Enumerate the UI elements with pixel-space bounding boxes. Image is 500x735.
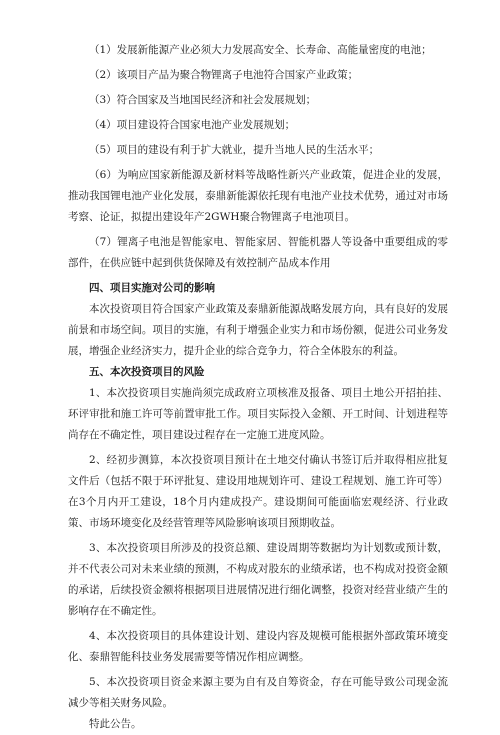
section-4-heading: 四、项目实施对公司的影响 [89, 282, 215, 294]
closing-statement: 特此公告。 [89, 718, 142, 730]
list-item-7: （7）锂离子电池是智能家电、智能家居、智能机器人等设备中重要组成的零部件，在供应链中起到供货保障及有效控制产品成本作用 [68, 236, 448, 269]
list-item-2: （2）该项目产品为聚合物锂离子电池符合国家产业政策； [89, 69, 359, 81]
risk-paragraph-1: 1、本次投资项目实施尚须完成政府立项核准及报备、项目土地公开招拍挂、环评审批和施工许可等前置审批工作。项目实际投入金额、开工时间、计划进程等尚存在不确定性，项目建设过程存在一定施工进度风险。 [68, 387, 448, 441]
section-4-body: 本次投资项目符合国家产业政策及泰鼎新能源战略发展方向，具有良好的发展前景和市场空间。项目的实施，有利于增强企业实力和市场份额，促进公司业务发展，增强企业经济实力，提升企业的综合竞争力，符合全体股东的利益。 [68, 303, 448, 357]
section-5-heading: 五、本次投资项目的风险 [89, 366, 205, 378]
list-item-6: （6）为响应国家新能源及新材料等战略性新兴产业政策，促进企业的发展，推动我国锂电池产业化发展，泰鼎新能源依托现有电池产业技术优势，通过对市场考察、论证，拟提出建设年产2GWH聚合物锂离子电池项目。 [68, 169, 448, 223]
list-item-5: （5）项目的建设有利于扩大就业，提升当地人民的生活水平； [89, 144, 380, 156]
list-item-3: （3）符合国家及当地国民经济和社会发展规划； [89, 94, 317, 106]
list-item-1: （1）发展新能源产业必须大力发展高安全、长寿命、高能量密度的电池； [89, 44, 432, 56]
risk-paragraph-4: 4、本次投资项目的具体建设计划、建设内容及规模可能根据外部政策环境变化、泰鼎智能科技业务发展需要等情况作相应调整。 [68, 630, 448, 663]
document-page [68, 40, 448, 735]
risk-paragraph-2: 2、经初步测算，本次投资项目预计在土地交付确认书签订后并取得相应批复文件后（包括不限于环评批复、建设用地规划许可、建设工程规划、施工许可等）在3个月内开工建设，18个月内建成投产。建设期间可能面临宏观经济、行业政策、市场环境变化及经营管理等风险影响该项目预期收益。 [68, 454, 448, 529]
risk-paragraph-3: 3、本次投资项目所涉及的投资总额、建设周期等数据均为计划数或预计数，并不代表公司对未来业绩的预测，不构成对股东的业绩承诺，也不构成对投资金额的承诺，后续投资金额将根据项目进展情况进行细化调整，投资对经营业绩产生的影响存在不确定性。 [68, 542, 448, 617]
list-item-4: （4）项目建设符合国家电池产业发展规划； [89, 119, 296, 131]
risk-paragraph-5: 5、本次投资项目资金来源主要为自有及自筹资金，存在可能导致公司现金流减少等相关财务风险。 [68, 676, 448, 709]
